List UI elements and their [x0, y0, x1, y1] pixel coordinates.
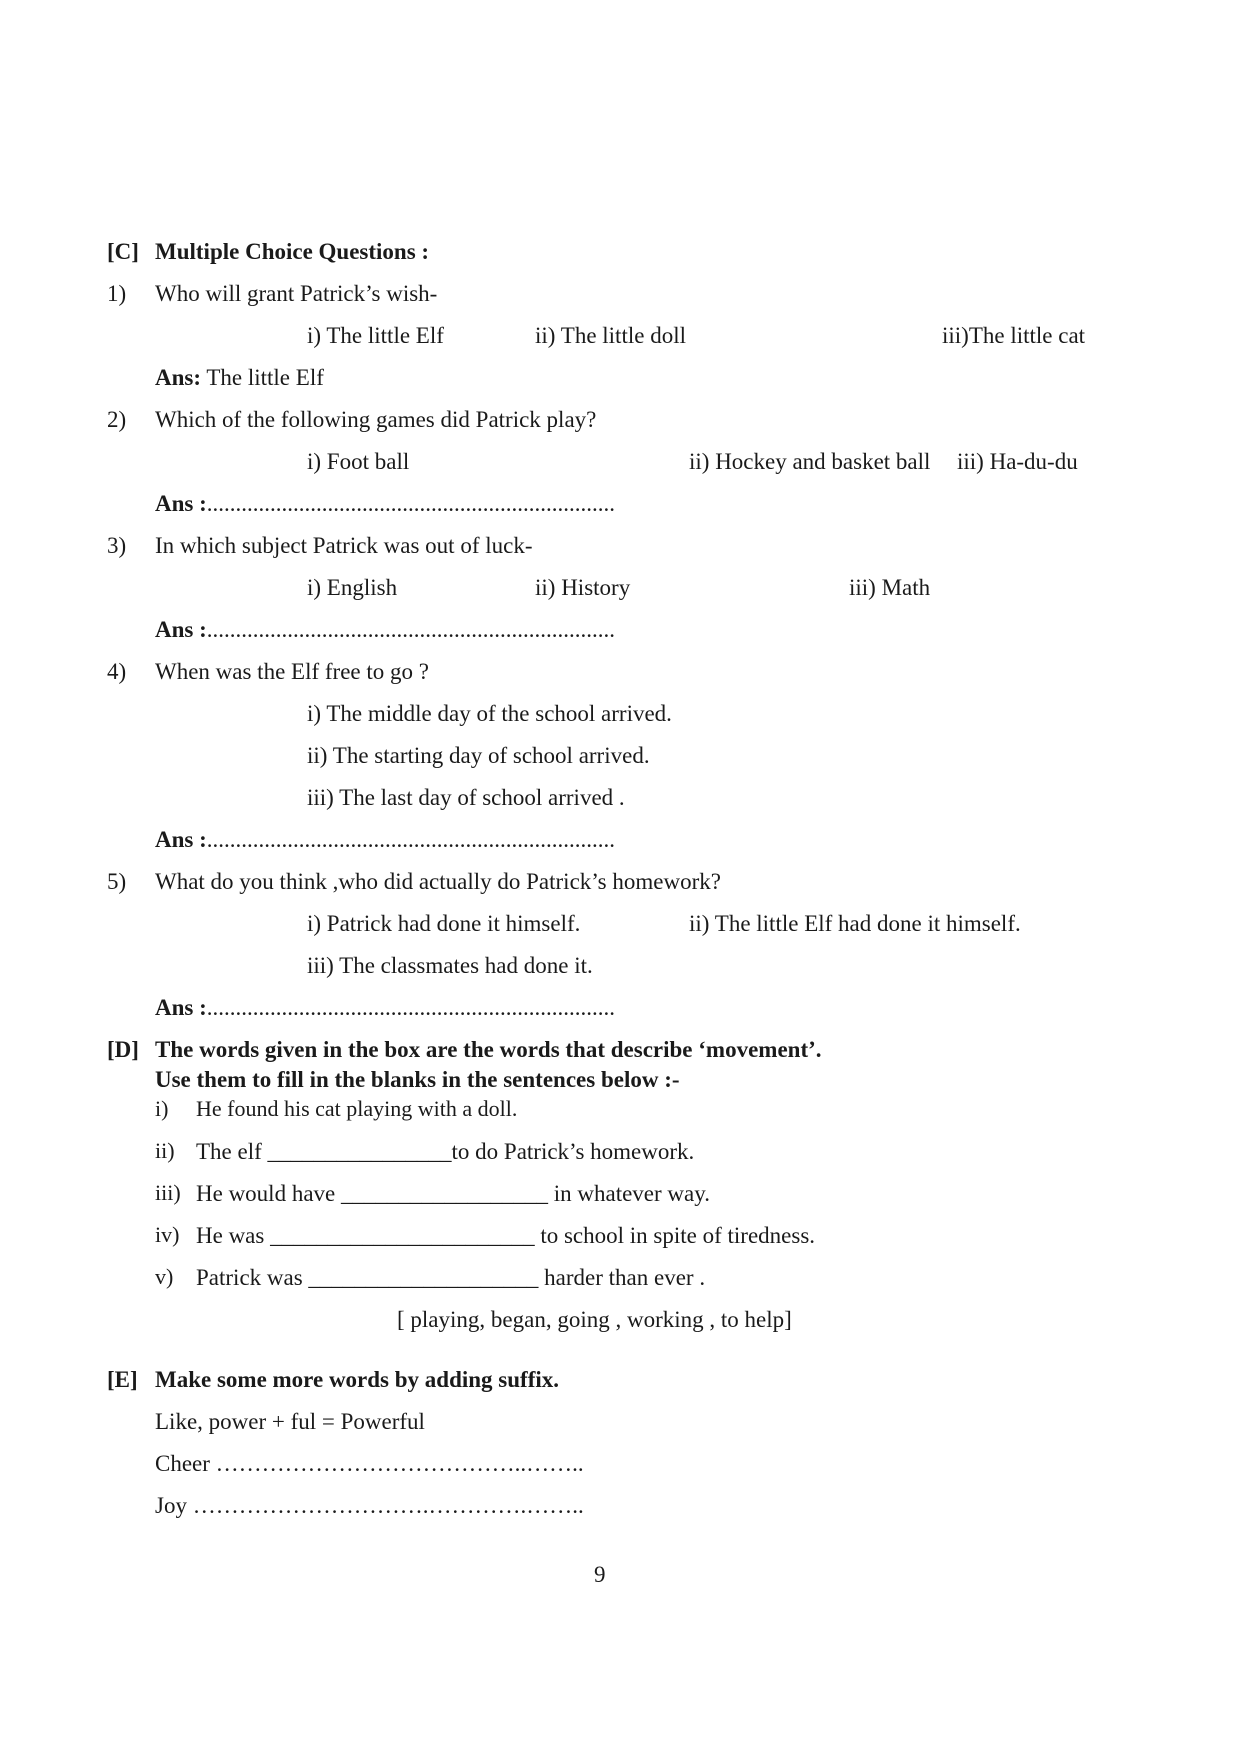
question-number: 1): [107, 281, 127, 306]
option: iii) The classmates had done it.: [307, 953, 593, 978]
section-d-label: [D]: [107, 1037, 139, 1062]
option: ii) History: [535, 575, 631, 600]
suffix-line-joy: Joy ………………………….………….……..: [155, 1493, 584, 1518]
option: i) The little Elf: [307, 323, 444, 348]
option: i) English: [307, 575, 398, 600]
question-text: Who will grant Patrick’s wish-: [155, 281, 438, 306]
question-text: When was the Elf free to go ?: [155, 659, 429, 684]
suffix-line-cheer: Cheer …………………………………..……..: [155, 1451, 584, 1476]
question-text: Which of the following games did Patrick play?: [155, 407, 597, 432]
question-number: 4): [107, 659, 127, 684]
option: i) Foot ball: [307, 449, 410, 474]
question-text: What do you think ,who did actually do Patrick’s homework?: [155, 869, 721, 894]
option: iii) The last day of school arrived .: [307, 785, 625, 810]
answer-value: .......................................................................: [206, 995, 616, 1020]
option: ii) The starting day of school arrived.: [307, 743, 650, 768]
section-c-label: [C]: [107, 239, 139, 264]
answer-label: Ans :: [155, 491, 207, 516]
option: iii) Ha-du-du: [957, 449, 1078, 474]
option: i) The middle day of the school arrived.: [307, 701, 672, 726]
question-number: 2): [107, 407, 127, 432]
option: ii) Hockey and basket ball: [689, 449, 931, 474]
section-c-title: Multiple Choice Questions :: [155, 239, 430, 264]
section-e-title: Make some more words by adding suffix.: [155, 1367, 560, 1392]
answer-value: .......................................................................: [206, 491, 616, 516]
word-box: [ playing, began, going , working , to help]: [397, 1307, 792, 1332]
answer-line: [155, 828, 615, 851]
answer-value: The little Elf: [201, 365, 324, 390]
fill-blank-sentence: Patrick was ____________________ harder than ever .: [196, 1265, 706, 1290]
answer-value: .......................................................................: [206, 827, 616, 852]
question-text: In which subject Patrick was out of luck-: [155, 533, 533, 558]
option: i) Patrick had done it himself.: [307, 911, 581, 936]
fill-blank-sentence: He would have __________________ in whatever way.: [196, 1181, 710, 1206]
page-number: 9: [594, 1562, 606, 1587]
answer-line: [155, 618, 615, 641]
answer-line: [155, 366, 324, 389]
answer-line: [155, 492, 615, 515]
item-number: iv): [155, 1222, 180, 1247]
option: iii)The little cat: [942, 323, 1086, 348]
option: ii) The little doll: [535, 323, 686, 348]
section-d-title-line1: The words given in the box are the words that describe ‘movement’.: [155, 1037, 822, 1062]
option: ii) The little Elf had done it himself.: [689, 911, 1021, 936]
question-number: 5): [107, 869, 127, 894]
answer-value: .......................................................................: [206, 617, 616, 642]
suffix-example: Like, power + ful = Powerful: [155, 1409, 425, 1434]
answer-label: Ans:: [155, 365, 202, 390]
item-number: iii): [155, 1180, 181, 1205]
option: iii) Math: [849, 575, 931, 600]
section-d-title-line2: Use them to fill in the blanks in the sentences below :-: [155, 1067, 680, 1092]
item-number: v): [155, 1264, 174, 1289]
item-number: i): [155, 1096, 169, 1121]
answer-label: Ans :: [155, 827, 207, 852]
section-e-label: [E]: [107, 1367, 138, 1392]
question-number: 3): [107, 533, 127, 558]
fill-blank-sentence: The elf ________________to do Patrick’s homework.: [196, 1139, 695, 1164]
item-number: ii): [155, 1138, 175, 1163]
answer-label: Ans :: [155, 617, 207, 642]
fill-blank-sentence: He found his cat playing with a doll.: [196, 1096, 518, 1121]
answer-label: Ans :: [155, 995, 207, 1020]
fill-blank-sentence: He was _______________________ to school in spite of tiredness.: [196, 1223, 816, 1248]
answer-line: [155, 996, 615, 1019]
